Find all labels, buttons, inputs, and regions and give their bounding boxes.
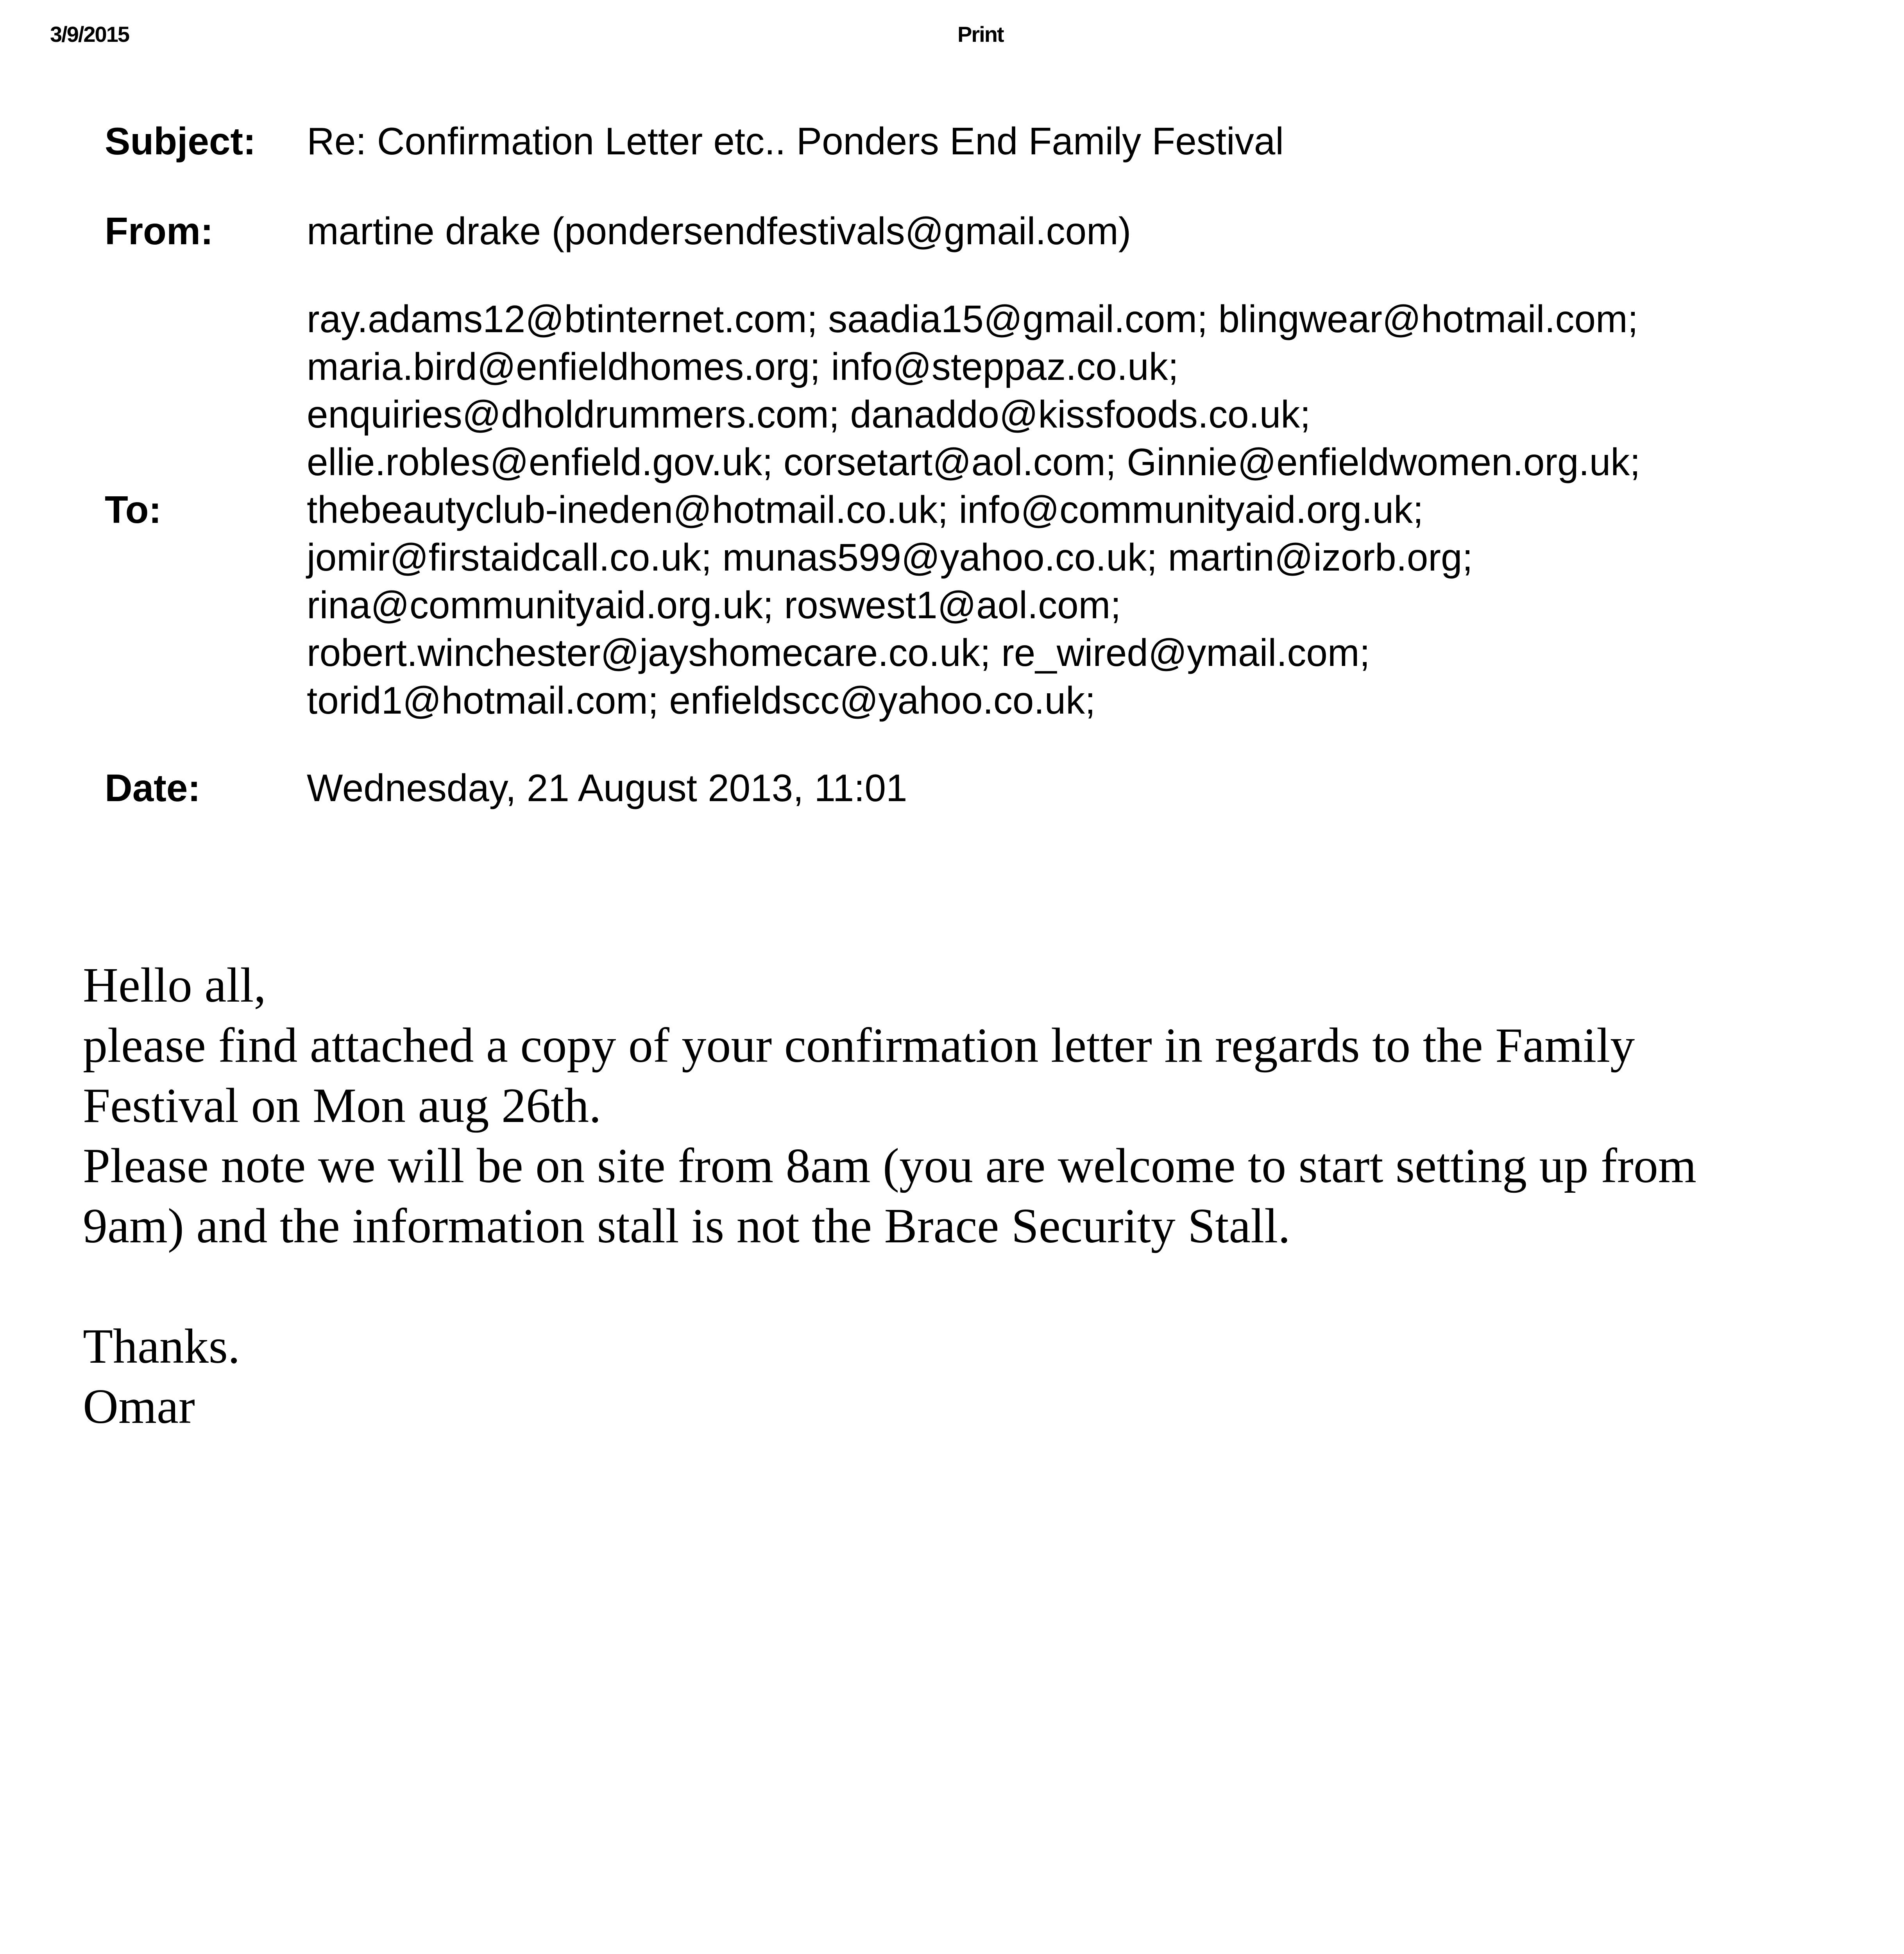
body-line: 9am) and the information stall is not the Brace Security Stall. — [83, 1199, 1290, 1253]
recipient-line: thebeautyclub-ineden@hotmail.co.uk; info@communityaid.org.uk; — [307, 488, 1424, 531]
date-label: Date: — [105, 766, 201, 809]
recipient-line: ellie.robles@enfield.gov.uk; corsetart@aol.com; Ginnie@enfieldwomen.org.uk; — [307, 440, 1641, 483]
recipient-line: jomir@firstaidcall.co.uk; munas599@yahoo.co.uk; martin@izorb.org; — [307, 536, 1473, 579]
recipient-line: rina@communityaid.org.uk; roswest1@aol.com; — [307, 583, 1121, 626]
email-body — [83, 956, 1841, 1437]
body-line: Please note we will be on site from 8am (you are welcome to start setting up from — [83, 1139, 1696, 1193]
recipient-line: maria.bird@enfieldhomes.org; info@steppaz.co.uk; — [307, 345, 1179, 388]
recipient-line: robert.winchester@jayshomecare.co.uk; re_wired@ymail.com; — [307, 631, 1370, 674]
to-recipients — [307, 295, 1641, 724]
closing-line: Thanks. — [83, 1319, 240, 1374]
recipient-line: torid1@hotmail.com; enfieldscc@yahoo.co.uk; — [307, 679, 1096, 722]
signature: Omar — [83, 1380, 195, 1434]
body-line: please find attached a copy of your confirmation letter in regards to the Family — [83, 1018, 1635, 1073]
date-value: Wednesday, 21 August 2013, 11:01 — [307, 766, 907, 809]
subject-value: Re: Confirmation Letter etc.. Ponders End Family Festival — [307, 120, 1284, 163]
body-line: Festival on Mon aug 26th. — [83, 1079, 601, 1133]
recipient-line: enquiries@dholdrummers.com; danaddo@kissfoods.co.uk; — [307, 393, 1311, 436]
to-label: To: — [105, 488, 162, 531]
print-date: 3/9/2015 — [50, 22, 129, 47]
body-line: Hello all, — [83, 958, 266, 1013]
recipient-line: ray.adams12@btinternet.com; saadia15@gmail.com; blingwear@hotmail.com; — [307, 297, 1638, 340]
from-label: From: — [105, 209, 213, 252]
paragraph-spacer — [83, 1256, 1841, 1317]
subject-label: Subject: — [105, 120, 256, 163]
from-value: martine drake (pondersendfestivals@gmail.com) — [307, 209, 1131, 252]
print-title: Print — [957, 22, 1004, 47]
